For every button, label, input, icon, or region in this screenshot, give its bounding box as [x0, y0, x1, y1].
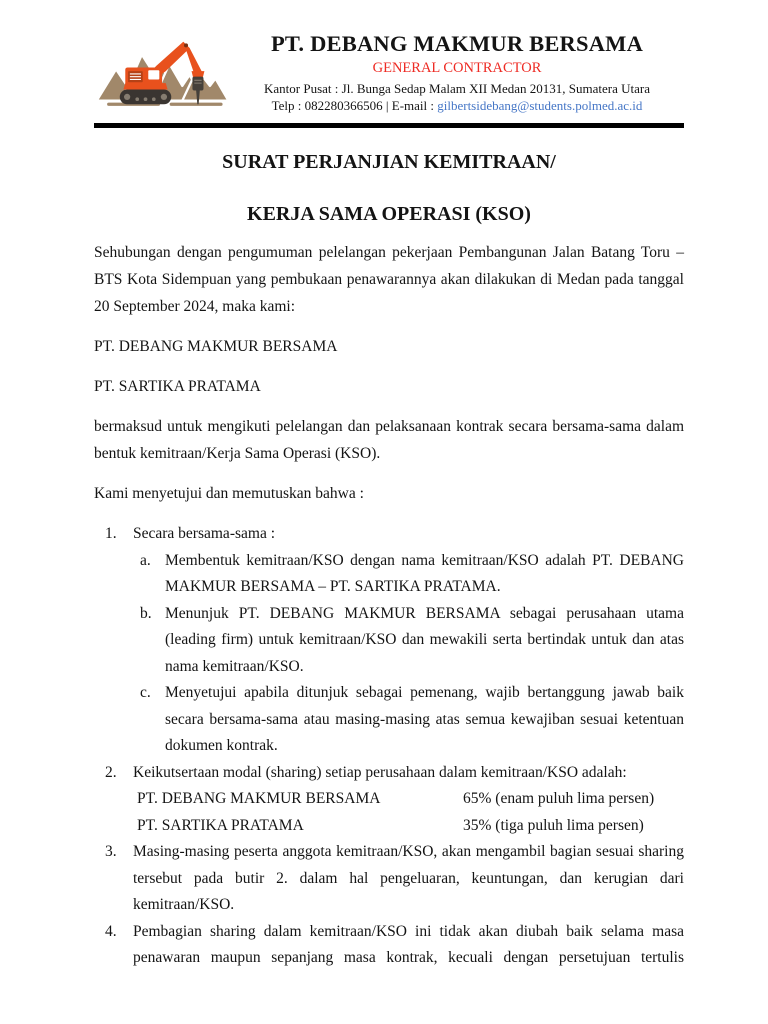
sharing-row-1	[137, 786, 684, 813]
list-subitem-1a	[133, 548, 684, 601]
list-subitem-1c	[133, 680, 684, 760]
excavator-mountains-icon	[94, 30, 232, 116]
intro-paragraph: Sehubungan dengan pengumuman pelelangan pekerjaan Pembangunan Jalan Batang Toru – BTS Kota Sidempuan yang pembukaan penawarannya akan dilakukan di Medan pada tanggal 20 September 2024, maka kami:	[94, 244, 684, 315]
sharing-row-2	[137, 813, 684, 840]
company-address: Kantor Pusat : Jl. Bunga Sedap Malam XII Medan 20131, Sumatera Utara	[264, 80, 650, 96]
list-item-1-number: 1.	[105, 525, 117, 542]
list-item-4	[94, 919, 684, 972]
list-item-4-text: Pembagian sharing dalam kemitraan/KSO ini tidak akan diubah baik selama masa penawaran maupun sepanjang masa kontrak, kecuali dengan persetujuan tertulis	[133, 922, 684, 966]
list-subitem-1b-text: Menunjuk PT. DEBANG MAKMUR BERSAMA sebagai perusahaan utama (leading firm) untuk kemitraan/KSO dan mewakili serta bertindak untuk dan atas nama kemitraan/KSO.	[165, 604, 684, 675]
company-name: PT. DEBANG MAKMUR BERSAMA	[270, 30, 644, 56]
list-item-2-number: 2.	[105, 763, 117, 781]
party-2: PT. SARTIKA PRATAMA	[94, 378, 261, 395]
sharing-row-2-company: PT. SARTIKA PRATAMA	[137, 816, 304, 834]
purpose-paragraph: bermaksud untuk mengikuti pelelangan dan pelaksanaan kontrak secara bersama-sama dalam bentuk kemitraan/Kerja Sama Operasi (KSO).	[94, 418, 684, 462]
company-tagline: GENERAL CONTRACTOR	[372, 59, 542, 76]
list-subitem-1b	[133, 601, 684, 681]
list-subitem-1b-letter: b.	[140, 604, 152, 622]
document-title-line1: SURAT PERJANJIAN KEMITRAAN/	[222, 151, 556, 173]
list-subitem-1c-letter: c.	[140, 684, 151, 701]
sharing-row-2-share: 35% (tiga puluh lima persen)	[463, 816, 644, 834]
sharing-row-1-share: 65% (enam puluh lima persen)	[463, 790, 655, 807]
letterhead	[94, 30, 684, 116]
agreement-lead: Kami menyetujui dan memutuskan bahwa :	[94, 485, 364, 502]
email-link[interactable]: gilbertsidebang@students.polmed.ac.id	[437, 97, 643, 113]
list-item-4-number: 4.	[105, 922, 117, 940]
company-contact-line	[234, 98, 680, 114]
list-item-1-text: Secara bersama-sama :	[133, 525, 276, 542]
agreement-list	[94, 521, 684, 972]
letterhead-divider	[94, 123, 684, 128]
list-item-1	[94, 521, 684, 760]
list-item-3	[94, 839, 684, 919]
phone-label: Telp : 082280366506 | E-mail :	[271, 97, 438, 113]
list-subitem-1a-letter: a.	[140, 551, 151, 569]
list-subitem-1a-text: Membentuk kemitraan/KSO dengan nama kemitraan/KSO adalah PT. DEBANG MAKMUR BERSAMA – PT. SARTIKA PRATAMA.	[165, 551, 684, 595]
company-logo	[94, 30, 234, 116]
party-1: PT. DEBANG MAKMUR BERSAMA	[94, 338, 338, 355]
list-item-2	[94, 760, 684, 840]
sharing-row-1-company: PT. DEBANG MAKMUR BERSAMA	[137, 790, 381, 807]
list-item-2-text: Keikutsertaan modal (sharing) setiap perusahaan dalam kemitraan/KSO adalah:	[133, 763, 627, 781]
letterhead-text	[234, 32, 684, 114]
document-title-line2: KERJA SAMA OPERASI (KSO)	[247, 203, 531, 225]
list-item-3-number: 3.	[105, 843, 117, 860]
list-item-3-text: Masing-masing peserta anggota kemitraan/KSO, akan mengambil bagian sesuai sharing tersebut pada butir 2. dalam hal pengeluaran, keuntungan, dan kerugian dari kemitraan/KSO.	[133, 843, 684, 913]
list-subitem-1c-text: Menyetujui apabila ditunjuk sebagai pemenang, wajib bertanggung jawab baik secara bersama-sama atau masing-masing atas semua kewajiban sesuai ketentuan dokumen kontrak.	[165, 684, 684, 754]
